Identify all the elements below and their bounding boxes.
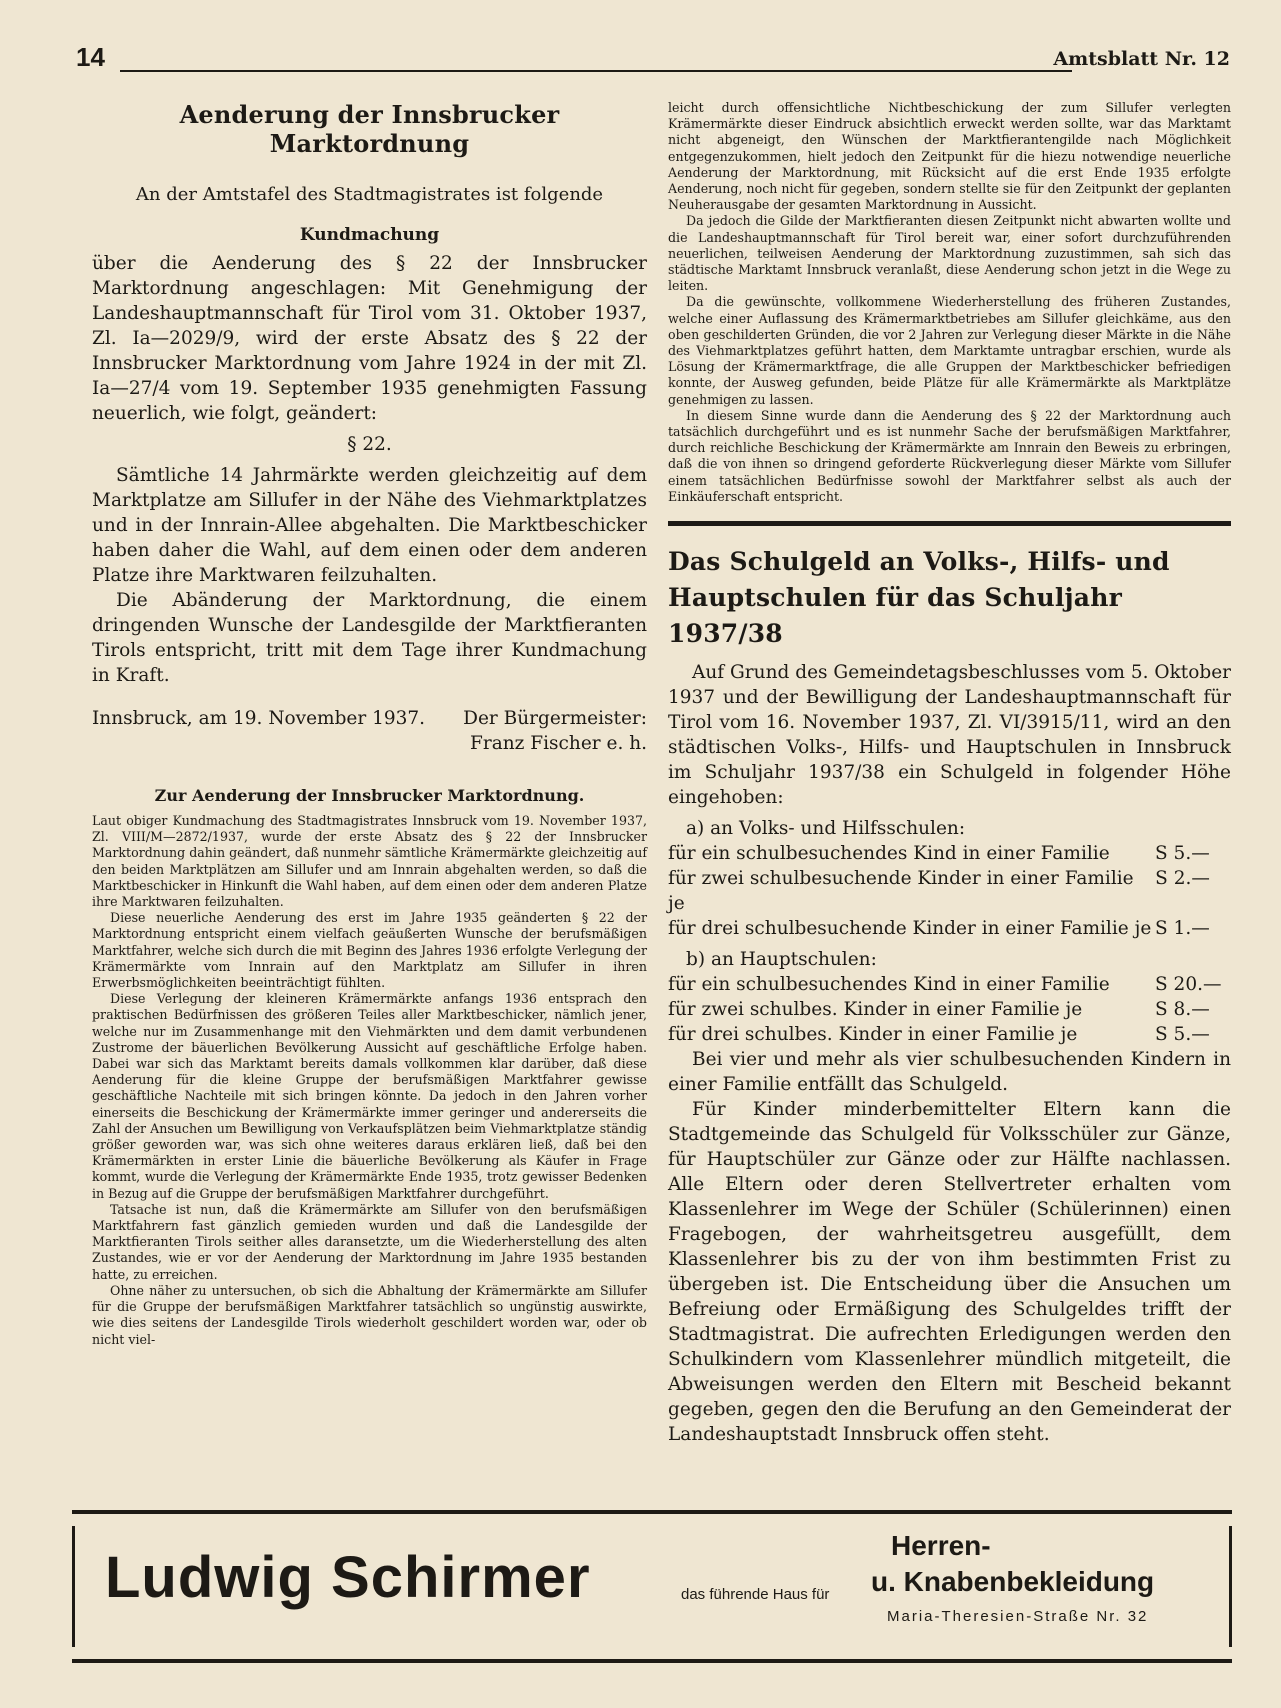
fee-row: für zwei schulbesuchende Kinder in einer Familie je S 2.— xyxy=(668,868,1210,915)
paragraph-text: Diese neuerliche Aenderung des erst im Jahre 1935 geänderten § 22 der Marktordnung entspricht einem vielfach geäußerten Wunsche der berufsmäßigen Marktfahrer, welche sich durch die mit Beginn des Jahres 1936 erfolgte Verlegung der Krämermärkte vom Innrain auf den Marktplatz am Sillufer in ihren Erwerbsmöglichkeiten beeinträchtigt fühlten. xyxy=(92,910,647,991)
paragraph-sign: § 22. xyxy=(347,434,392,455)
page-header xyxy=(72,40,1232,80)
section-b-heading: b) an Hauptschulen: xyxy=(686,949,877,971)
paragraph-text: Laut obiger Kundmachung des Stadtmagistrates Innsbruck vom 19. November 1937, Zl. VIII/M—2872/1937, wurde der erste Absatz des § 22 der Innsbrucker Marktordnung dahin geändert, daß nunmehr sämtliche Krämermärkte gleichzeitig auf den beiden Marktplätzen am Sillufer und am Innrain abgehalten werden, so daß die Marktbeschicker in Hinkunft die Wahl haben, auf dem einen oder dem anderen Platze ihre Marktwaren feilzuhalten. xyxy=(92,813,647,910)
advertisement-banner xyxy=(72,1510,1232,1663)
paragraph-text: Diese Verlegung der kleineren Krämermärkte anfangs 1936 entsprach den praktischen Bedürfnissen des größeren Teiles aller Marktbeschicker, nämlich jener, welche nur im Zusammenhange mit den Viehmärkten und dem damit verbundenen Zustrome der bäuerlichen Bevölkerung Aussicht auf geschäftliche Erfolge haben. Dabei war sich das Marktamt bereits damals vollkommen klar darüber, daß diese Aenderung für die kleine Gruppe der berufsmäßigen Marktfahrer gewisse geschäftliche Nachteile mit sich bringen könnte. Da jedoch in den Jahren vorher einerseits die Beschickung der Krämermärkte immer geringer und andererseits die Zahl der Ansuchen um Bewilligung von Verkaufsplätzen beim Viehmarktplatze ständig größer geworden war, was sich ohne weiteres daraus erklären ließ, daß bei den Krämermärkten in erster Linie die bäuerliche Bevölkerung als Käufer in Frage kommt, wurde die Verlegung der Krämermärkte Ende 1935, trotz gewisser Bedenken in Bezug auf die Gruppe der berufsmäßigen Marktfahrer durchgeführt. xyxy=(92,991,647,1201)
advertiser-line2: u. Knabenbekleidung xyxy=(871,1566,1155,1597)
place-date: Innsbruck, am 19. November 1937. xyxy=(92,708,426,729)
advertisement-frame xyxy=(72,1526,1232,1647)
signer-name: Franz Fischer e. h. xyxy=(470,733,647,754)
advertiser-line1: Herren- xyxy=(891,1530,991,1561)
paragraph-text: Sämtliche 14 Jahrmärkte werden gleichzeitig auf dem Marktplatze am Sillufer in der Nähe des Viehmarktplatzes und in der Innrain-Allee abgehalten. Die Marktbeschicker haben daher die Wahl, auf dem einen oder dem anderen Platze ihre Marktwaren feilzuhalten. xyxy=(92,465,647,586)
issue-label: Amtsblatt Nr. 12 xyxy=(1053,48,1230,70)
paragraph-text: Für Kinder minderbemittelter Eltern kann die Stadtgemeinde das Schulgeld für Volksschüler zur Gänze, für Hauptschüler zur Gänze oder zur Hälfte nachlassen. Alle Eltern oder deren Stellvertreter erhalten vom Klassenlehrer im Wege der Schüler (Schülerinnen) einen Fragebogen, der wahrheitsgetreu ausgefüllt, dem Klassenlehrer bis zu der von ihm bestimmten Frist zu übergeben ist. Die Entscheidung über die Ansuchen um Befreiung oder Ermäßigung des Schulgeldes trifft der Stadtmagistrat. Die aufrechten Erledigungen werden den Schulkindern vom Klassenlehrer mündlich mitgeteilt, die Abweisungen werden den Eltern mit Bescheid bekannt gegeben, gegen den die Berufung an den Gemeinderat der Landeshauptstadt Innsbruck offen steht. xyxy=(668,1099,1231,1446)
paragraph-text: Bei vier und mehr als vier schulbesuchenden Kindern in einer Familie entfällt das Schulgeld. xyxy=(668,1049,1231,1096)
paragraph-text: In diesem Sinne wurde dann die Aenderung des § 22 der Marktordnung auch tatsächlich durchgeführt und es ist nunmehr Sache der berufsmäßigen Marktfahrer, durch reichliche Beschickung der Krämermärkte am Innrain den Beweis zu erbringen, daß die von ihnen so dringend geforderte Rückverlegung dieser Märkte vom Sillufer einem tatsächlichen Bedürfnisse sowohl der Marktfahrer selbst als auch der Einkäuferschaft entspricht. xyxy=(668,407,1231,504)
left-column xyxy=(92,100,647,1348)
signature-block xyxy=(92,706,647,756)
signer-title: Der Bürgermeister: xyxy=(463,708,647,729)
header-rule xyxy=(120,70,1072,72)
paragraph-text: Ohne näher zu untersuchen, ob sich die Abhaltung der Krämermärkte am Sillufer für die Gruppe der berufsmäßigen Marktfahrer tatsächlich so ungünstig auswirkte, wie dies seitens der Landesgilde Tirols wiederholt geschildert worden war, oder ob nicht viel- xyxy=(92,1282,647,1347)
paragraph-text: Da die gewünschte, vollkommene Wiederherstellung des früheren Zustandes, welche einer Auflassung des Krämermarktbetriebes am Sillufer gleichkäme, aus den oben geschilderten Gründen, die vor 2 Jahren zur Verlegung dieser Märkte in die Nähe des Viehmarktplatzes geführt hatten, dem Marktamte untragbar erschien, wurde als Lösung der Krämermarktfrage, die alle Gruppen der Marktbeschicker befriedigen konnte, der Ausweg gefunden, beide Plätze für alle Krämermärkte als Marktplätze genehmigen zu lassen. xyxy=(668,294,1231,407)
kundmachung-heading: Kundmachung xyxy=(299,225,440,245)
fee-row: für drei schulbesuchende Kinder in einer Familie je S 1.— xyxy=(668,918,1210,940)
article-title-marktordnung: Aenderung der Innsbrucker Marktordnung xyxy=(179,100,560,158)
right-column xyxy=(668,100,1231,1447)
section-a-heading: a) an Volks- und Hilfsschulen: xyxy=(686,818,966,840)
page-number: 14 xyxy=(76,42,105,72)
advertiser-address: Maria-Theresien-Straße Nr. 32 xyxy=(887,1608,1149,1625)
advertiser-tagline: das führende Haus für xyxy=(681,1586,830,1603)
paragraph-text: leicht durch offensichtliche Nichtbeschickung der zum Sillufer verlegten Krämermärkte dieser Eindruck absichtlich erweckt werden sollte, war das Marktamt nicht abgeneigt, den Wünschen der Marktfierantengilde nach Möglichkeit entgegenzukommen, hielt jedoch den Zeitpunkt für die hiezu notwendige neuerliche Aenderung der Marktordnung, mit Rücksicht auf die erst Ende 1935 erfolgte Aenderung, noch nicht für gegeben, sondern stellte sie für den Zeitpunkt der geplanten Neuherausgabe der gesamten Marktordnung in Aussicht. xyxy=(668,100,1231,213)
fee-row: für zwei schulbes. Kinder in einer Familie je S 8.— xyxy=(668,999,1210,1021)
fee-row: für ein schulbesuchendes Kind in einer Familie S 20.— xyxy=(668,974,1222,996)
article-title-zur-aenderung: Zur Aenderung der Innsbrucker Marktordnung. xyxy=(154,786,585,805)
section-divider xyxy=(668,521,1231,526)
schulgeld-intro: Auf Grund des Gemeindetagsbeschlusses vom 5. Oktober 1937 und der Bewilligung der Landeshauptmannschaft für Tirol vom 16. November 1937, Zl. VI/3915/11, wird an den städtischen Volks-, Hilfs- und Hauptschulen in Innsbruck im Schuljahr 1937/38 ein Schulgeld in folgender Höhe eingehoben: xyxy=(668,662,1231,809)
article-intro: An der Amtstafel des Stadtmagistrates ist folgende xyxy=(135,184,604,205)
article-title-schulgeld: Das Schulgeld an Volks-, Hilfs- und Hauptschulen für das Schuljahr 1937/38 xyxy=(668,547,1170,649)
advertiser-name: Ludwig Schirmer xyxy=(105,1545,591,1610)
fee-row: für drei schulbes. Kinder in einer Familie je S 5.— xyxy=(668,1024,1210,1046)
fee-row: für ein schulbesuchendes Kind in einer Familie S 5.— xyxy=(668,843,1210,865)
paragraph-text: Tatsache ist nun, daß die Krämermärkte am Sillufer von den berufsmäßigen Marktfahrern fast gänzlich gemieden wurden und daß die Landesgilde der Marktfieranten Tirols seither alles daransetzte, um die Wiederherstellung des alten Zustandes, wie er vor der Aenderung der Marktordnung im Jahre 1935 bestanden hatte, zu erreichen. xyxy=(92,1201,647,1282)
paragraph-text: Die Abänderung der Marktordnung, die einem dringenden Wunsche der Landesgilde der Marktfieranten Tirols entspricht, tritt mit dem Tage ihrer Kundmachung in Kraft. xyxy=(92,590,647,686)
paragraph-text: Da jedoch die Gilde der Marktfieranten diesen Zeitpunkt nicht abwarten wollte und die Landeshauptmannschaft für Tirol bereit war, einer sofort durchzuführenden neuerlichen, teilweisen Aenderung der Marktordnung zuzustimmen, sah sich das städtische Marktamt Innsbruck veranlaßt, diese Aenderung schon jetzt in die Wege zu leiten. xyxy=(668,213,1231,294)
kundmachung-body: über die Aenderung des § 22 der Innsbrucker Marktordnung angeschlagen: Mit Genehmigung der Landeshauptmannschaft für Tirol vom 31. Oktober 1937, Zl. Ia—2029/9, wird der erste Absatz des § 22 der Innsbrucker Marktordnung vom Jahre 1924 in der mit Zl. Ia—27/4 vom 19. September 1935 genehmigten Fassung neuerlich, wie folgt, geändert: xyxy=(92,253,647,424)
